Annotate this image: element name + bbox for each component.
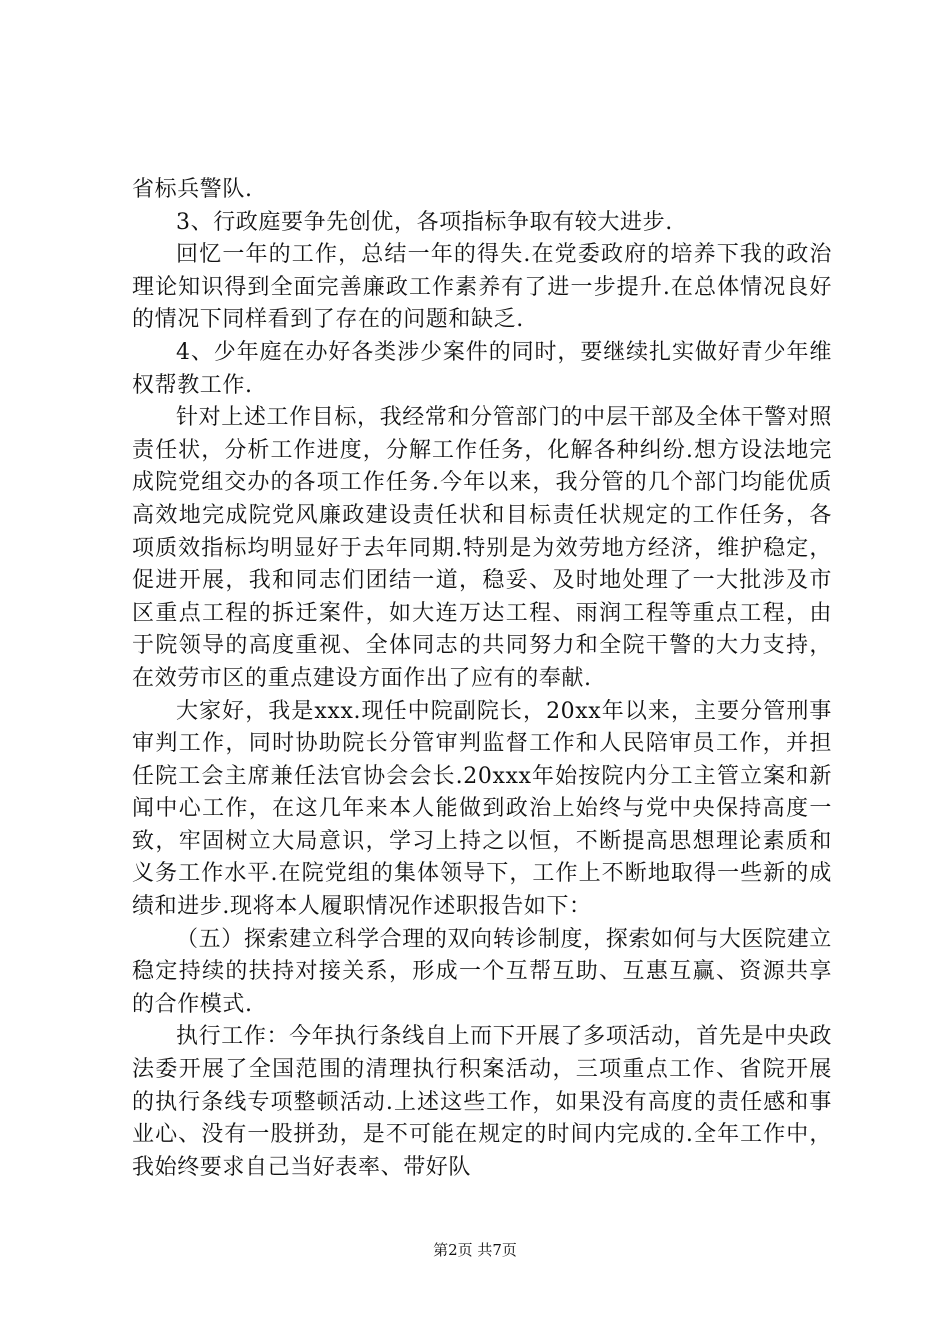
document-body [132,174,832,1184]
paragraph-3: 回忆一年的工作，总结一年的得失.在党委政府的培养下我的政治理论知识得到全面完善廉政工作素养有了进一步提升.在总体情况良好的情况下同样看到了存在的问题和缺乏. [132,242,832,333]
paragraph-5: 针对上述工作目标，我经常和分管部门的中层干部及全体干警对照责任状，分析工作进度，分解工作任务，化解各种纠纷.想方设法地完成院党组交办的各项工作任务.今年以来，我分管的几个部门均能优质高效地完成院党风廉政建设责任状和目标责任状规定的工作任务，各项质效指标均明显好于去年同期.特别是为效劳地方经济，维护稳定，促进开展，我和同志们团结一道，稳妥、及时地处理了一大批涉及市区重点工程的拆迁案件，如大连万达工程、雨润工程等重点工程，由于院领导的高度重视、全体同志的共同努力和全院干警的大力支持，在效劳市区的重点建设方面作出了应有的奉献. [132,405,832,691]
paragraph-7: （五）探索建立科学合理的双向转诊制度，探索如何与大医院建立稳定持续的扶持对接关系，形成一个互帮互助、互惠互赢、资源共享的合作模式. [132,926,832,1017]
page-number: 第2页 共7页 [433,1241,517,1259]
paragraph-6: 大家好，我是xxx.现任中院副院长，20xx年以来，主要分管刑事审判工作，同时协助院长分管审判监督工作和人民陪审员工作，并担任院工会主席兼任法官协会会长.20xxx年始按院内分工主管立案和新闻中心工作，在这几年来本人能做到政治上始终与党中央保持高度一致，牢固树立大局意识，学习上持之以恒，不断提高思想理论素质和义务工作水平.在院党组的集体领导下，工作上不断地取得一些新的成绩和进步.现将本人履职情况作述职报告如下： [132,698,832,920]
paragraph-4: 4、少年庭在办好各类涉少案件的同时，要继续扎实做好青少年维权帮教工作. [132,339,832,398]
paragraph-1: 省标兵警队. [132,177,253,202]
page-footer [0,1239,950,1260]
paragraph-8: 执行工作：今年执行条线自上而下开展了多项活动，首先是中央政法委开展了全国范围的清理执行积案活动，三项重点工作、省院开展的执行条线专项整顿活动.上述这些工作，如果没有高度的责任感和事业心、没有一股拼劲，是不可能在规定的时间内完成的.全年工作中，我始终要求自己当好表率、带好队 [132,1024,832,1180]
paragraph-2: 3、行政庭要争先创优，各项指标争取有较大进步. [176,209,673,235]
